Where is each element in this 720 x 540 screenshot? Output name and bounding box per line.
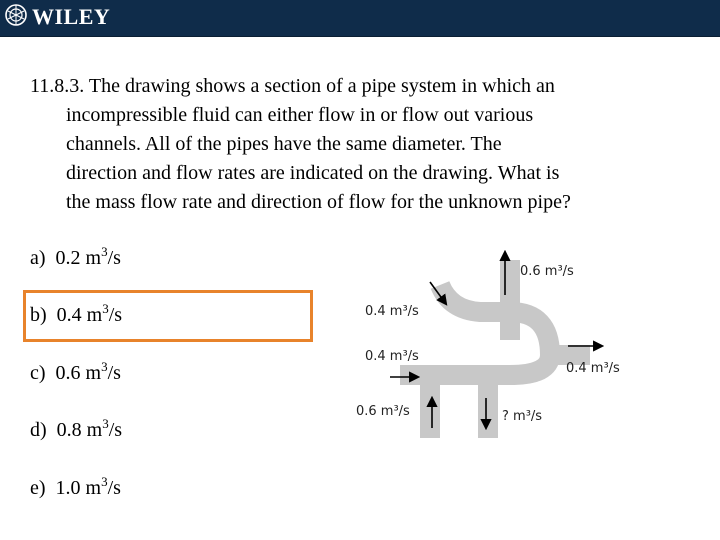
answer-value: 1.0 m	[55, 477, 102, 499]
wiley-logo	[4, 2, 110, 32]
answer-option-d[interactable]	[30, 416, 123, 442]
answer-option-e[interactable]	[30, 474, 121, 500]
flow-label-upper-left: 0.4 m³/s	[365, 304, 419, 319]
flow-label-top: 0.6 m³/s	[520, 264, 574, 279]
answer-option-a[interactable]	[30, 244, 121, 270]
flow-label-bottom-left: 0.6 m³/s	[356, 404, 410, 419]
answer-unit: /s	[108, 419, 123, 441]
pipe-system-diagram	[340, 240, 640, 450]
answer-exponent: 3	[101, 244, 108, 259]
answer-letter: a)	[30, 247, 46, 269]
brand-name: WILEY	[32, 4, 111, 29]
answer-letter: c)	[30, 362, 46, 384]
answer-value: 0.2 m	[55, 247, 102, 269]
answer-letter: e)	[30, 477, 46, 499]
answer-exponent: 3	[101, 474, 108, 489]
answer-exponent: 3	[102, 416, 109, 431]
question-text	[30, 72, 690, 217]
answer-letter: d)	[30, 419, 47, 441]
pipe-right	[510, 312, 590, 355]
pipe-upper-left	[440, 285, 510, 312]
answer-exponent: 3	[102, 301, 109, 316]
flow-label-right: 0.4 m³/s	[566, 361, 620, 376]
question-line: incompressible fluid can either flow in or flow out various	[66, 104, 534, 126]
question-line: the mass flow rate and direction of flow for the unknown pipe?	[66, 191, 571, 213]
wiley-crest-icon	[4, 3, 28, 32]
question-line: 11.8.3. The drawing shows a section of a pipe system in which an	[30, 75, 555, 97]
answer-value: 0.4 m	[56, 304, 103, 326]
pipe-middle	[400, 355, 550, 375]
answer-option-c[interactable]	[30, 359, 121, 385]
answer-value: 0.6 m	[55, 362, 102, 384]
answer-unit: /s	[107, 247, 121, 269]
answer-unit: /s	[107, 477, 121, 499]
answer-option-b[interactable]	[30, 301, 123, 327]
answer-unit: /s	[108, 304, 123, 326]
pipe-network	[400, 260, 590, 438]
answer-unit: /s	[107, 362, 121, 384]
flow-label-mid-left: 0.4 m³/s	[365, 349, 419, 364]
flow-label-bottom-right: ? m³/s	[502, 409, 543, 424]
answer-value: 0.8 m	[56, 419, 103, 441]
question-line: direction and flow rates are indicated on the drawing. What is	[66, 162, 560, 184]
header-bar	[0, 0, 720, 37]
answer-exponent: 3	[101, 359, 108, 374]
question-line: channels. All of the pipes have the same diameter. The	[66, 133, 502, 155]
answer-letter: b)	[30, 304, 47, 326]
